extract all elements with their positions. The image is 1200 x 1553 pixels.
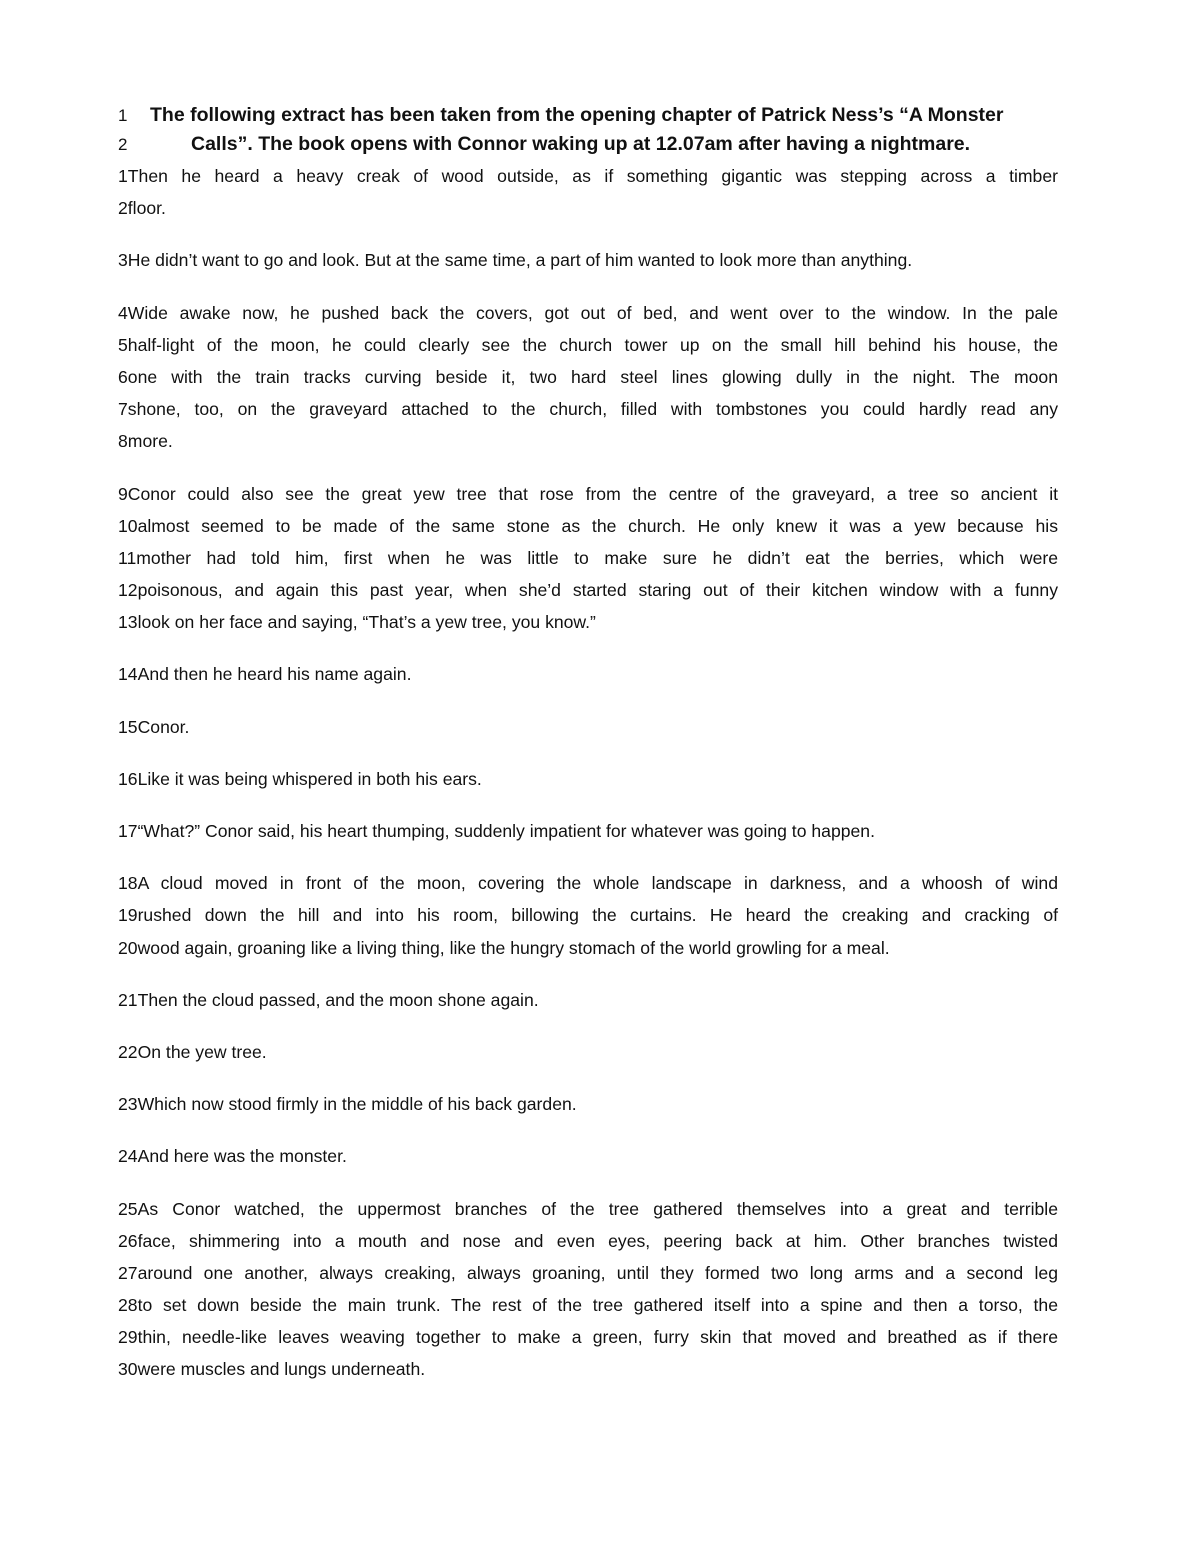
paragraph bbox=[118, 711, 1058, 743]
line-number: 16 bbox=[118, 768, 138, 789]
text-line bbox=[118, 425, 1058, 457]
text-line bbox=[118, 1225, 1058, 1257]
line-text: He didn’t want to go and look. But at the same time, a part of him wanted to look more than anything. bbox=[127, 250, 913, 271]
line-text: almost seemed to be made of the same stone as the church. He only knew it was a yew because his bbox=[137, 515, 1058, 536]
paragraph bbox=[118, 815, 1058, 847]
line-number: 15 bbox=[118, 716, 138, 737]
text-line bbox=[118, 192, 1058, 224]
line-number: 1 bbox=[118, 106, 128, 125]
line-number: 11 bbox=[118, 547, 137, 568]
text-line bbox=[118, 393, 1058, 425]
line-number: 3 bbox=[118, 250, 128, 271]
line-number: 23 bbox=[118, 1094, 138, 1115]
text-line bbox=[118, 815, 1058, 847]
text-line bbox=[118, 361, 1058, 393]
text-line bbox=[118, 932, 1058, 964]
intro-text: The following extract has been taken from the opening chapter of Patrick Ness’s “A Monster bbox=[150, 104, 1004, 126]
line-number: 24 bbox=[118, 1146, 138, 1167]
line-number: 25 bbox=[118, 1198, 138, 1219]
text-line bbox=[118, 899, 1058, 931]
text-line bbox=[118, 329, 1058, 361]
text-line bbox=[118, 574, 1058, 606]
line-text: Conor. bbox=[137, 716, 190, 737]
line-text: were muscles and lungs underneath. bbox=[137, 1359, 426, 1380]
line-number: 13 bbox=[118, 612, 138, 633]
text-line bbox=[118, 1289, 1058, 1321]
extract-body bbox=[118, 160, 1058, 1406]
line-number: 17 bbox=[118, 821, 138, 841]
line-text: floor. bbox=[127, 198, 166, 219]
text-line bbox=[118, 867, 1058, 899]
text-line bbox=[118, 658, 1058, 690]
line-number: 7 bbox=[118, 399, 128, 420]
line-number: 21 bbox=[118, 989, 138, 1010]
line-number: 28 bbox=[118, 1295, 138, 1316]
text-line bbox=[118, 478, 1058, 510]
line-text: Then he heard a heavy creak of wood outside, as if something gigantic was stepping across a timber bbox=[127, 166, 1058, 186]
paragraph bbox=[118, 244, 1058, 276]
line-text: more. bbox=[127, 431, 173, 452]
paragraph bbox=[118, 763, 1058, 795]
paragraph bbox=[118, 658, 1058, 690]
line-number: 19 bbox=[118, 905, 138, 926]
line-number: 14 bbox=[118, 664, 138, 685]
paragraph bbox=[118, 984, 1058, 1016]
line-number: 27 bbox=[118, 1262, 138, 1283]
text-line bbox=[118, 1193, 1058, 1225]
line-text: around one another, always creaking, always groaning, until they formed two long arms and a second leg bbox=[137, 1262, 1058, 1283]
text-line bbox=[118, 1353, 1058, 1385]
line-text: face, shimmering into a mouth and nose and even eyes, peering back at him. Other branches twisted bbox=[137, 1230, 1058, 1251]
line-text: “What?” Conor said, his heart thumping, suddenly impatient for whatever was going to happen. bbox=[137, 821, 875, 841]
line-number: 1 bbox=[118, 166, 128, 186]
line-number: 9 bbox=[118, 483, 128, 504]
line-number: 22 bbox=[118, 1041, 138, 1062]
line-text: mother had told him, first when he was little to make sure he didn’t eat the berries, which were bbox=[136, 547, 1058, 568]
line-number: 4 bbox=[118, 302, 128, 323]
line-number: 2 bbox=[118, 198, 128, 219]
line-number: 29 bbox=[118, 1327, 138, 1348]
line-text: Like it was being whispered in both his ears. bbox=[137, 768, 482, 789]
line-text: A cloud moved in front of the moon, covering the whole landscape in darkness, and a whoosh of wind bbox=[137, 873, 1058, 894]
text-line bbox=[118, 1257, 1058, 1289]
line-number: 2 bbox=[118, 135, 128, 154]
intro-text: Calls”. The book opens with Connor waking up at 12.07am after having a nightmare. bbox=[191, 133, 971, 155]
line-text: wood again, groaning like a living thing, like the hungry stomach of the world growling for a meal. bbox=[137, 937, 890, 958]
line-number: 30 bbox=[118, 1359, 138, 1380]
paragraph bbox=[118, 1088, 1058, 1120]
line-text: Wide awake now, he pushed back the covers, got out of bed, and went over to the window. In the pale bbox=[127, 302, 1058, 323]
text-line bbox=[118, 160, 1058, 192]
line-number: 8 bbox=[118, 431, 128, 452]
line-number: 6 bbox=[118, 366, 128, 387]
line-number: 10 bbox=[118, 515, 138, 536]
text-line bbox=[118, 606, 1058, 638]
text-line bbox=[118, 1036, 1058, 1068]
line-text: And then he heard his name again. bbox=[137, 664, 412, 685]
intro-line bbox=[118, 101, 1078, 130]
line-text: Then the cloud passed, and the moon shone again. bbox=[137, 989, 539, 1010]
text-line bbox=[118, 1088, 1058, 1120]
line-number: 20 bbox=[118, 937, 138, 958]
line-text: Conor could also see the great yew tree that rose from the centre of the graveyard, a tree so ancient it bbox=[127, 483, 1058, 504]
intro-line bbox=[118, 130, 1078, 159]
text-line bbox=[118, 244, 1058, 276]
line-text: to set down beside the main trunk. The rest of the tree gathered itself into a spine and then a torso, the bbox=[137, 1295, 1058, 1316]
text-line bbox=[118, 510, 1058, 542]
line-text: half-light of the moon, he could clearly see the church tower up on the small hill behind his house, the bbox=[127, 334, 1058, 355]
paragraph bbox=[118, 297, 1058, 458]
line-text: poisonous, and again this past year, when she’d started staring out of their kitchen window with a funny bbox=[137, 580, 1058, 601]
paragraph bbox=[118, 1036, 1058, 1068]
line-number: 12 bbox=[118, 580, 138, 601]
text-line bbox=[118, 297, 1058, 329]
text-line bbox=[118, 1321, 1058, 1353]
text-line bbox=[118, 1140, 1058, 1172]
line-text: rushed down the hill and into his room, billowing the curtains. He heard the creaking and cracking of bbox=[137, 905, 1058, 926]
line-number: 5 bbox=[118, 334, 128, 355]
line-text: On the yew tree. bbox=[137, 1041, 267, 1062]
text-line bbox=[118, 542, 1058, 574]
line-text: look on her face and saying, “That’s a yew tree, you know.” bbox=[137, 612, 596, 633]
intro-heading bbox=[118, 101, 1078, 159]
paragraph bbox=[118, 160, 1058, 224]
line-text: And here was the monster. bbox=[137, 1146, 347, 1167]
line-number: 26 bbox=[118, 1230, 138, 1251]
line-number: 18 bbox=[118, 873, 138, 894]
text-line bbox=[118, 711, 1058, 743]
paragraph bbox=[118, 1140, 1058, 1172]
line-text: shone, too, on the graveyard attached to the church, filled with tombstones you could hardly read any bbox=[127, 399, 1058, 420]
paragraph bbox=[118, 1193, 1058, 1386]
text-line bbox=[118, 984, 1058, 1016]
paragraph bbox=[118, 478, 1058, 639]
paragraph bbox=[118, 867, 1058, 964]
line-text: As Conor watched, the uppermost branches of the tree gathered themselves into a great and terrible bbox=[137, 1198, 1058, 1219]
line-text: Which now stood firmly in the middle of his back garden. bbox=[137, 1094, 577, 1115]
text-line bbox=[118, 763, 1058, 795]
line-text: thin, needle-like leaves weaving together to make a green, furry skin that moved and breathed as if there bbox=[137, 1327, 1058, 1348]
line-text: one with the train tracks curving beside it, two hard steel lines glowing dully in the night. The moon bbox=[127, 366, 1058, 387]
